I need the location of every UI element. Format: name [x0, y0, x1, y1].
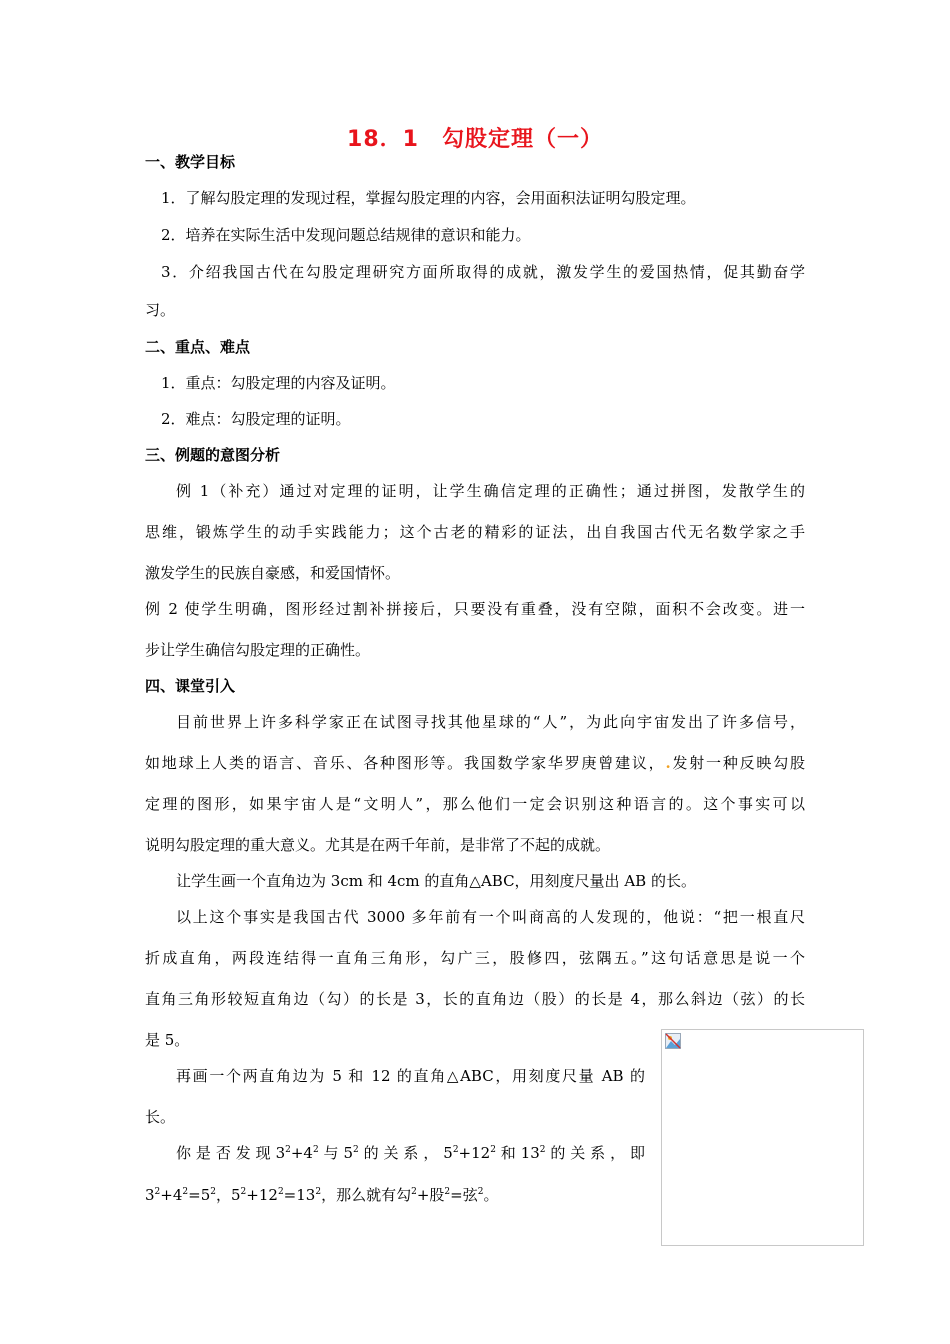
- intro-line-4: 说明勾股定理的重大意义。尤其是在两千年前，是非常了不起的成就。: [145, 836, 611, 854]
- key-point-1: 1．重点：勾股定理的内容及证明。: [161, 374, 396, 392]
- section-heading-example-analysis: 三、例题的意图分析: [145, 446, 281, 464]
- section-heading-objectives: 一、教学目标: [145, 153, 236, 171]
- objective-3-line-2: 习。: [145, 301, 176, 319]
- intro-activity-1: 让学生画一个直角边为 3cm 和 4cm 的直角△ABC，用刻度尺量出 AB 的长。: [176, 872, 696, 890]
- document-title: 18．1 勾股定理（一）: [347, 127, 603, 152]
- intro-activity-2-line-2: 长。: [145, 1108, 176, 1126]
- shang-gao-line-2: 折成直角，两段连结得一直角三角形，勾广三，股修四，弦隅五。”这句话意思是说一个: [145, 949, 805, 967]
- relation-question-line-1: 你 是 否 发 现 $3^2+4^2$ 与 $5^2$ 的 关 系 ， $5^2+12^2$ 和 $13^2$ 的 关 系 ， 即: [176, 1144, 646, 1162]
- example-1-line-1: 例 1（补充）通过对定理的证明，让学生确信定理的正确性；通过拼图，发散学生的: [176, 482, 805, 500]
- broken-image-icon: [665, 1033, 681, 1049]
- intro-line-3: 定理的图形，如果宇宙人是“文明人”，那么他们一定会识别这种语言的。这个事实可以: [145, 795, 805, 813]
- intro-line-1: 目前世界上许多科学家正在试图寻找其他星球的“人”，为此向宇宙发出了许多信号，: [176, 713, 805, 731]
- example-2-line-2: 步让学生确信勾股定理的正确性。: [145, 641, 371, 659]
- section-heading-introduction: 四、课堂引入: [145, 677, 236, 695]
- shang-gao-line-1: 以上这个事实是我国古代 3000 多年前有一个叫商高的人发现的，他说：“把一根直尺: [176, 908, 805, 926]
- image-placeholder: [661, 1029, 864, 1246]
- orange-dot-mark: .: [665, 754, 671, 772]
- key-point-2: 2．难点：勾股定理的证明。: [161, 410, 351, 428]
- objective-1: 1．了解勾股定理的发现过程，掌握勾股定理的内容，会用面积法证明勾股定理。: [161, 189, 696, 207]
- objective-2: 2．培养在实际生活中发现问题总结规律的意识和能力。: [161, 226, 531, 244]
- relation-question-line-2: $3^2+4^2=5^2$，$5^2+12^2=13^2$，那么就有勾$^2$+股$^2$=弦$^2$。: [145, 1186, 499, 1204]
- shang-gao-line-3: 直角三角形较短直角边（勾）的长是 3，长的直角边（股）的长是 4，那么斜边（弦）的长: [145, 990, 805, 1008]
- objective-3-line-1: 3．介绍我国古代在勾股定理研究方面所取得的成就，激发学生的爱国热情，促其勤奋学: [161, 263, 805, 281]
- intro-line-2: 如地球上人类的语言、音乐、各种图形等。我国数学家华罗庚曾建议，.发射一种反映勾股: [145, 754, 805, 772]
- example-1-line-3: 激发学生的民族自豪感，和爱国情怀。: [145, 564, 401, 582]
- example-1-line-2: 思维，锻炼学生的动手实践能力；这个古老的精彩的证法，出自我国古代无名数学家之手: [145, 523, 805, 541]
- shang-gao-line-4: 是 5。: [145, 1031, 190, 1049]
- example-2-line-1: 例 2 使学生明确，图形经过割补拼接后，只要没有重叠，没有空隙，面积不会改变。进一: [145, 600, 805, 618]
- section-heading-key-points: 二、重点、难点: [145, 338, 251, 356]
- intro-activity-2-line-1: 再画一个两直角边为 5 和 12 的直角△ABC，用刻度尺量 AB 的: [176, 1067, 645, 1085]
